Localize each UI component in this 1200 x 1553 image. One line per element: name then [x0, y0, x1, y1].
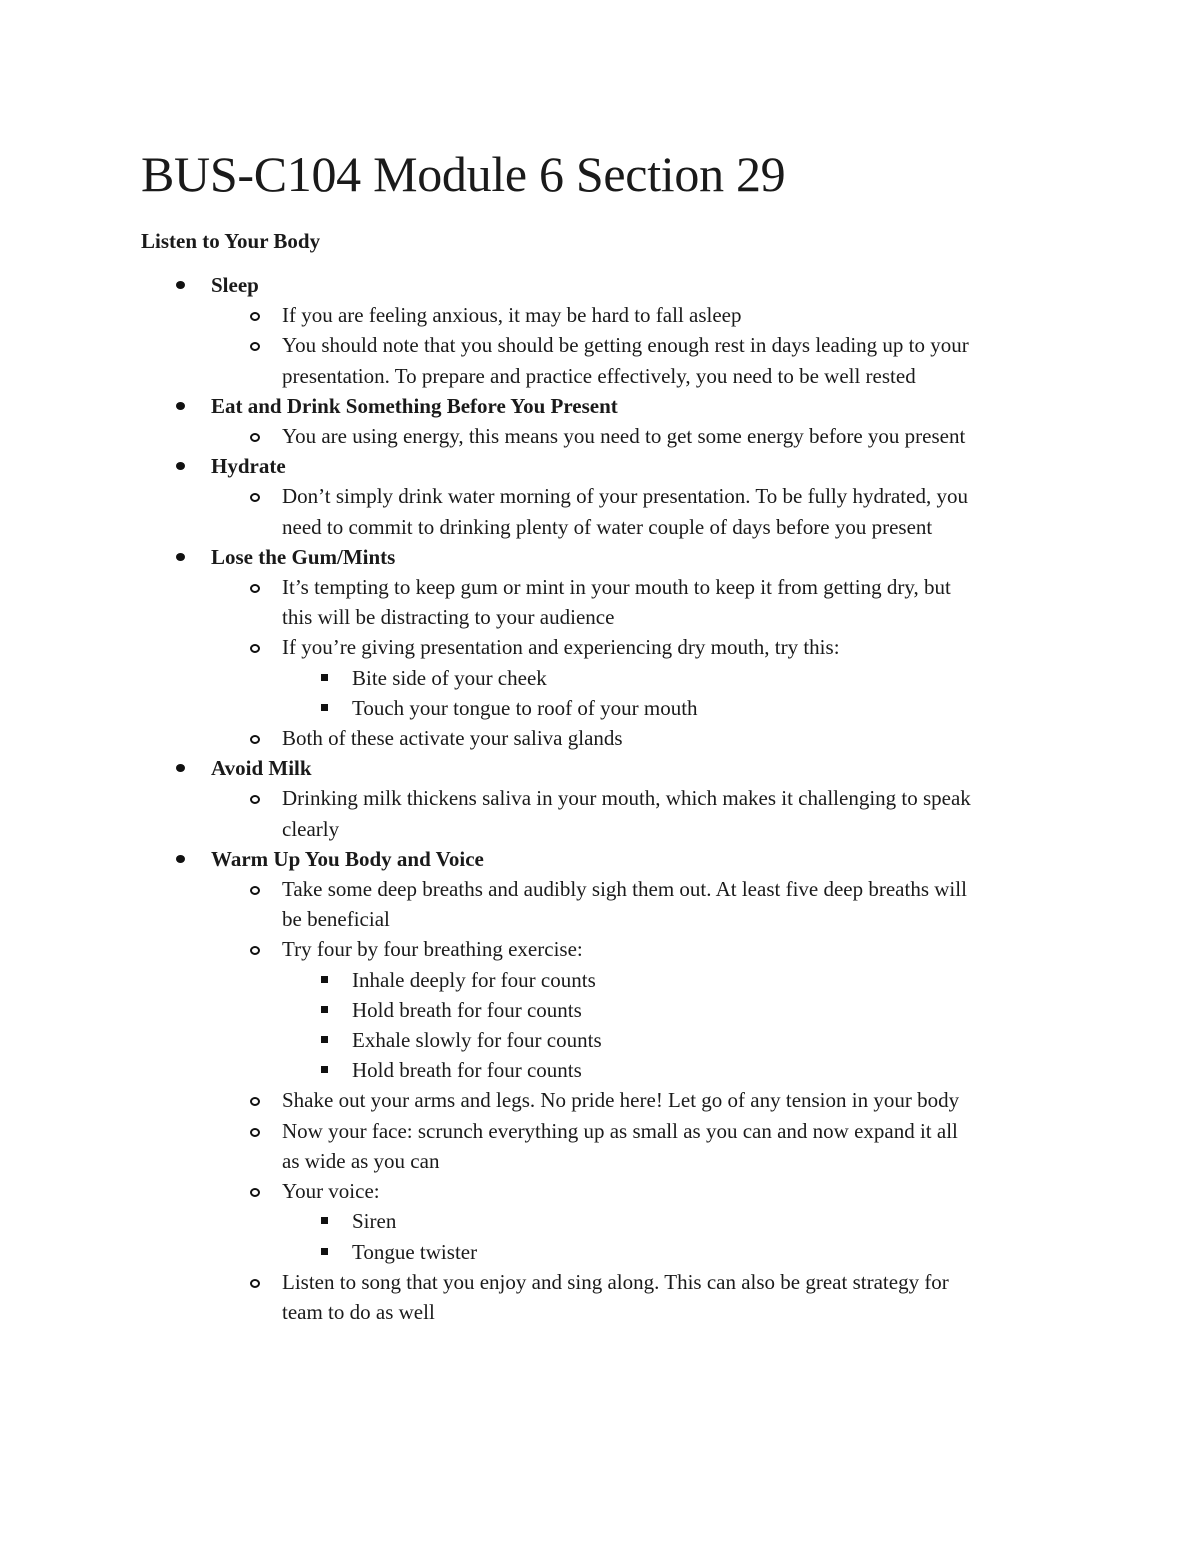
list-item-text: Bite side of your cheek	[352, 665, 547, 690]
circle-bullet-icon	[250, 886, 260, 895]
sub-list-item	[0, 1206, 1200, 1236]
circle-bullet-icon	[250, 1279, 260, 1288]
sub-list-item	[0, 663, 1200, 693]
list-item	[0, 723, 1200, 753]
list-item-text: It’s tempting to keep gum or mint in your mouth to keep it from getting dry, but	[282, 575, 951, 600]
list-item-text: as wide as you can	[282, 1148, 440, 1173]
sub-list-item	[0, 1025, 1200, 1055]
list-item-text: If you are feeling anxious, it may be hard to fall asleep	[282, 303, 742, 328]
list-item-continuation	[0, 512, 1200, 542]
list-item-text: Exhale slowly for four counts	[352, 1028, 602, 1053]
disc-bullet-icon	[176, 402, 185, 410]
list-item-text: Touch your tongue to roof of your mouth	[352, 695, 698, 720]
list-item-avoid-milk	[0, 753, 1200, 783]
circle-bullet-icon	[250, 946, 260, 955]
list-item	[0, 1176, 1200, 1206]
list-item	[0, 874, 1200, 904]
list-item-text: team to do as well	[282, 1299, 435, 1324]
circle-bullet-icon	[250, 493, 260, 502]
list-item-continuation	[0, 1146, 1200, 1176]
list-item-text: Inhale deeply for four counts	[352, 967, 596, 992]
circle-bullet-icon	[250, 1188, 260, 1197]
list-item-text: Shake out your arms and legs. No pride here! Let go of any tension in your body	[282, 1088, 960, 1113]
list-item-continuation	[0, 361, 1200, 391]
list-item-continuation	[0, 1297, 1200, 1327]
list-item-text: Listen to song that you enjoy and sing along. This can also be great strategy for	[282, 1269, 949, 1294]
list-item	[0, 481, 1200, 511]
circle-bullet-icon	[250, 342, 260, 351]
list-item-text: this will be distracting to your audience	[282, 605, 615, 630]
list-item	[0, 632, 1200, 662]
list-item-text: Try four by four breathing exercise:	[282, 937, 583, 962]
list-item-continuation	[0, 602, 1200, 632]
circle-bullet-icon	[250, 735, 260, 744]
section-heading: Listen to Your Body	[141, 229, 321, 253]
list-item-label: Warm Up You Body and Voice	[211, 846, 484, 871]
list-item-label: Lose the Gum/Mints	[211, 544, 396, 569]
circle-bullet-icon	[250, 644, 260, 653]
circle-bullet-icon	[250, 584, 260, 593]
list-item	[0, 1116, 1200, 1146]
disc-bullet-icon	[176, 855, 185, 863]
list-item-text: need to commit to drinking plenty of water couple of days before you present	[282, 514, 933, 539]
list-item-text: Drinking milk thickens saliva in your mouth, which makes it challenging to speak	[282, 786, 971, 811]
list-item-warm-up	[0, 844, 1200, 874]
circle-bullet-icon	[250, 1097, 260, 1106]
list-item	[0, 1267, 1200, 1297]
circle-bullet-icon	[250, 312, 260, 321]
document-title: BUS-C104 Module 6 Section 29	[141, 146, 786, 202]
list-item-text: Now your face: scrunch everything up as small as you can and now expand it all	[282, 1118, 958, 1143]
list-item	[0, 300, 1200, 330]
list-item-eat-and-drink	[0, 391, 1200, 421]
disc-bullet-icon	[176, 553, 185, 561]
list-item-label: Sleep	[211, 273, 259, 297]
bullet-outline	[0, 270, 1200, 1327]
list-item-text: Both of these activate your saliva glands	[282, 726, 623, 751]
list-item	[0, 421, 1200, 451]
list-item-continuation	[0, 814, 1200, 844]
list-item-label: Hydrate	[211, 454, 286, 479]
square-bullet-icon	[321, 1036, 328, 1043]
list-item-text: Hold breath for four counts	[352, 997, 582, 1022]
square-bullet-icon	[321, 674, 328, 681]
list-item-text: Take some deep breaths and audibly sigh them out. At least five deep breaths will	[282, 877, 967, 902]
list-item-text: You are using energy, this means you need to get some energy before you present	[282, 424, 966, 449]
disc-bullet-icon	[176, 764, 185, 772]
disc-bullet-icon	[176, 462, 185, 470]
list-item	[0, 330, 1200, 360]
list-item-text: If you’re giving presentation and experiencing dry mouth, try this:	[282, 635, 840, 660]
square-bullet-icon	[321, 1217, 328, 1224]
list-item-label: Avoid Milk	[211, 756, 312, 781]
sub-list-item	[0, 1055, 1200, 1085]
square-bullet-icon	[321, 1066, 328, 1073]
list-item-text: Hold breath for four counts	[352, 1058, 582, 1083]
sub-list-item	[0, 693, 1200, 723]
list-item	[0, 783, 1200, 813]
square-bullet-icon	[321, 1248, 328, 1255]
list-item	[0, 1085, 1200, 1115]
circle-bullet-icon	[250, 433, 260, 442]
list-item-text: You should note that you should be getting enough rest in days leading up to your	[282, 333, 969, 358]
sub-list-item	[0, 1237, 1200, 1267]
square-bullet-icon	[321, 1006, 328, 1013]
list-item-continuation	[0, 904, 1200, 934]
sub-list-item	[0, 965, 1200, 995]
list-item-text: Your voice:	[282, 1179, 380, 1204]
list-item-text: Tongue twister	[352, 1239, 478, 1264]
list-item-text: clearly	[282, 816, 340, 841]
list-item-text: be beneficial	[282, 907, 390, 932]
list-item-label: Eat and Drink Something Before You Present	[211, 393, 618, 418]
list-item	[0, 572, 1200, 602]
list-item-text: Don’t simply drink water morning of your presentation. To be fully hydrated, you	[282, 484, 968, 509]
square-bullet-icon	[321, 704, 328, 711]
list-item-hydrate	[0, 451, 1200, 481]
list-item-text: Siren	[352, 1209, 397, 1234]
square-bullet-icon	[321, 976, 328, 983]
list-item	[0, 934, 1200, 964]
list-item-lose-gum	[0, 542, 1200, 572]
circle-bullet-icon	[250, 1128, 260, 1137]
list-item-text: presentation. To prepare and practice effectively, you need to be well rested	[282, 363, 916, 388]
list-item-sleep	[0, 270, 1200, 300]
circle-bullet-icon	[250, 795, 260, 804]
disc-bullet-icon	[176, 281, 185, 289]
sub-list-item	[0, 995, 1200, 1025]
